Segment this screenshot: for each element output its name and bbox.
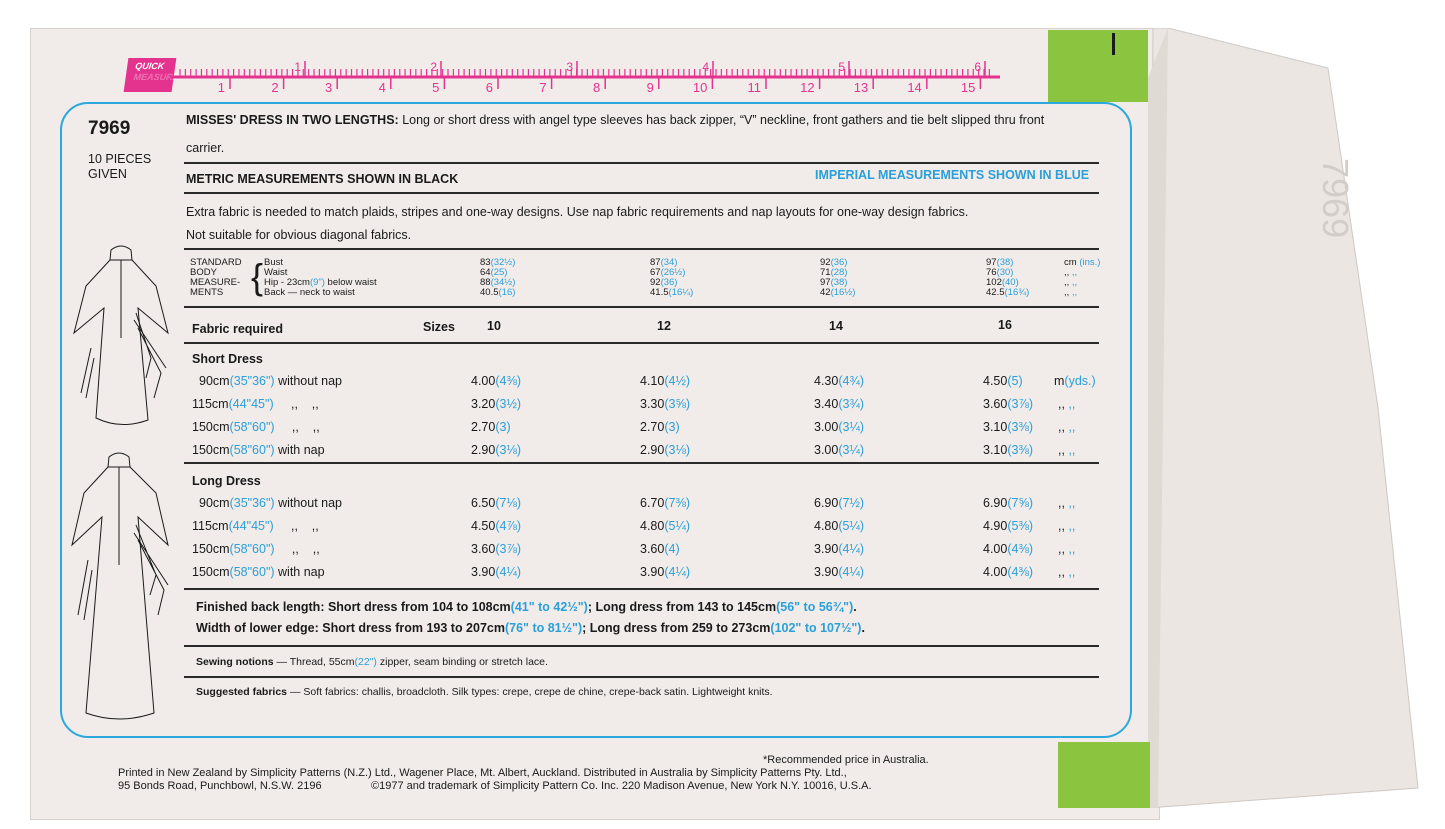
fabric-amount: 3.40(3¾) [814, 397, 865, 411]
body-measurement-value: 64(25) [480, 267, 508, 278]
ruler-cm-label: 6 [485, 80, 493, 95]
flap-pattern-number: 7969 [1315, 158, 1356, 239]
note-line-2: Not suitable for obvious diagonal fabrics. [186, 228, 412, 242]
fabric-width-label: 115cm(44"45") ,, ,, [192, 519, 319, 533]
green-tab-top [1048, 30, 1148, 102]
fabric-amount: 3.60(4) [640, 542, 680, 556]
tab-mark [1112, 33, 1115, 55]
ruler-cm-label: 9 [646, 80, 654, 95]
body-measurement-value: 41.5(16¼) [650, 287, 694, 298]
ruler-cm-label: 11 [747, 80, 761, 95]
ruler-cm-label: 2 [271, 80, 279, 95]
long-dress-illustration [64, 445, 176, 725]
description-text: Long or short dress with angel type sleeves has back zipper, “V” neckline, front gathers and tie belt slipped thru front [398, 113, 1045, 127]
ruler-cm-label: 15 [960, 80, 976, 95]
divider-8 [184, 645, 1099, 647]
fabric-unit: ,, ,, [1058, 519, 1076, 533]
body-measurement-value: 97(38) [820, 277, 848, 288]
price-note: *Recommended price in Australia. [763, 754, 929, 766]
ruler-cm-label: 3 [324, 80, 333, 95]
fabric-amount: 2.90(3⅛) [471, 443, 522, 457]
pattern-number: 7969 [88, 118, 131, 139]
ruler-inch-label: 4 [702, 60, 709, 74]
fabric-amount: 3.00(3¼) [814, 420, 865, 434]
fabric-amount: 3.90(4¼) [814, 542, 865, 556]
size-14: 14 [829, 319, 843, 333]
ruler-cm-label: 4 [378, 80, 386, 95]
size-16: 16 [998, 318, 1012, 332]
footer-line-2: 95 Bonds Road, Punchbowl, N.S.W. 2196 [118, 780, 322, 792]
ruler-cm-label: 14 [907, 80, 922, 95]
fabric-width-label: 150cm(58"60") with nap [192, 565, 325, 579]
fabric-section-title: Long Dress [192, 474, 261, 488]
fabric-unit: ,, ,, [1058, 420, 1076, 434]
ruler-inch-label: 6 [974, 60, 981, 74]
body-measurement-unit: ,, ,, [1064, 267, 1078, 278]
ruler-inch-label: 5 [838, 60, 845, 74]
body-measurement-value: 97(38) [986, 257, 1014, 268]
body-measurement-label: Bust [264, 257, 284, 268]
size-12: 12 [657, 319, 671, 333]
fabric-width-label: 90cm(35"36") without nap [199, 374, 343, 388]
description-line-2: carrier. [186, 141, 225, 155]
body-measurement-value: 102(40) [986, 277, 1019, 288]
fabric-amount: 3.00(3¼) [814, 443, 865, 457]
fabric-section-title: Short Dress [192, 352, 263, 366]
fabric-amount: 3.30(3⅝) [640, 397, 691, 411]
body-measurement-value: 42(16½) [820, 287, 856, 298]
fabric-amount: 3.60(3⅞) [983, 397, 1034, 411]
divider-4 [184, 306, 1099, 308]
body-measurement-value: 40.5(16) [480, 287, 516, 298]
fabric-width-label: 150cm(58"60") ,, ,, [192, 420, 320, 434]
fabric-amount: 4.30(4¾) [814, 374, 865, 388]
fabric-unit: ,, ,, [1058, 496, 1076, 510]
size-10: 10 [487, 319, 501, 333]
description-line-1 [186, 113, 1044, 127]
body-measurement-value: 67(26½) [650, 267, 686, 278]
divider-3 [184, 248, 1099, 250]
pieces-line-2: GIVEN [88, 167, 127, 181]
body-measurement-label: Back — neck to waist [264, 287, 355, 298]
fabric-amount: 3.90(4¼) [471, 565, 522, 579]
fabric-amount: 4.50(5) [983, 374, 1023, 388]
footer-line-1: Printed in New Zealand by Simplicity Patterns (N.Z.) Ltd., Wagener Place, Mt. Albert, Auckland. Distributed in Australia by Simplicity Patterns Pty. Ltd., [118, 767, 847, 779]
body-measurement-label: Hip - 23cm(9") below waist [264, 277, 377, 288]
fabric-amount: 4.50(4⅞) [471, 519, 522, 533]
ruler-cm-label: 7 [539, 80, 547, 95]
body-measurement-unit: cm (ins.) [1064, 257, 1101, 268]
note-line-1: Extra fabric is needed to match plaids, stripes and one-way designs. Use nap fabric requirements and nap layouts for one-way design fabrics. [186, 205, 969, 219]
fabric-unit: ,, ,, [1058, 443, 1076, 457]
fabric-amount: 6.90(7⅝) [983, 496, 1034, 510]
body-bracket: { [251, 256, 264, 297]
short-dress-illustration [66, 238, 176, 433]
fabric-amount: 6.50(7⅛) [471, 496, 522, 510]
ruler-inch-label: 1 [294, 60, 301, 74]
sewing-notions: Sewing notions — Thread, 55cm(22") zipper, seam binding or stretch lace. [196, 656, 548, 668]
body-measurement-value: 92(36) [650, 277, 678, 288]
sizes-label: Sizes [423, 320, 455, 334]
body-measurement-value: 87(34) [650, 257, 678, 268]
fabric-unit: ,, ,, [1058, 542, 1076, 556]
fabric-width-label: 150cm(58"60") ,, ,, [192, 542, 320, 556]
divider-1 [184, 162, 1099, 164]
body-measurement-value: 83(32½) [480, 257, 516, 268]
fabric-amount: 6.90(7½) [814, 496, 865, 510]
fabric-amount: 3.10(3⅜) [983, 420, 1034, 434]
fabric-unit: m(yds.) [1054, 374, 1096, 388]
divider-7 [184, 588, 1099, 590]
fabric-amount: 4.00(4⅜) [983, 542, 1034, 556]
imperial-legend: IMPERIAL MEASUREMENTS SHOWN IN BLUE [815, 168, 1090, 182]
fabric-amount: 3.90(4¼) [640, 565, 691, 579]
ruler-cm-label: 1 [217, 80, 225, 95]
quick-measure-badge: QUICK MEASURE [124, 58, 177, 92]
fabric-amount: 4.80(5¼) [814, 519, 865, 533]
divider-5 [184, 342, 1099, 344]
fabric-amount: 4.80(5¼) [640, 519, 691, 533]
fabric-amount: 4.10(4½) [640, 374, 691, 388]
body-measurement-value: 88(34½) [480, 277, 516, 288]
body-measurement-value: 92(36) [820, 257, 848, 268]
fabric-width-label: 115cm(44"45") ,, ,, [192, 397, 319, 411]
width-lower-edge: Width of lower edge: Short dress from 193 to 207cm(76" to 81½"); Long dress from 259 to 273cm(102" to 107½"). [196, 621, 865, 635]
body-measurement-unit: ,, ,, [1064, 277, 1078, 288]
fabric-unit: ,, ,, [1058, 565, 1076, 579]
ruler-cm-label: 8 [592, 80, 601, 95]
fabric-amount: 3.10(3⅜) [983, 443, 1034, 457]
fabric-required-label: Fabric required [192, 322, 283, 336]
body-measurement-value: 71(28) [820, 267, 848, 278]
fabric-width-label: 150cm(58"60") with nap [192, 443, 325, 457]
divider-9 [184, 676, 1099, 678]
ruler-cm-label: 12 [800, 80, 815, 95]
ruler-inch-label: 3 [566, 60, 573, 74]
fabric-amount: 4.00(4⅜) [471, 374, 522, 388]
ruler-cm-label: 5 [432, 80, 440, 95]
envelope-flap [1148, 28, 1440, 808]
ruler-cm-label: 10 [692, 80, 708, 95]
pieces-line-1: 10 PIECES [88, 152, 152, 166]
divider-6 [184, 462, 1099, 464]
ruler-cm-label: 13 [853, 80, 869, 95]
footer-line-3: ©1977 and trademark of Simplicity Pattern Co. Inc. 220 Madison Avenue, New York N.Y. 10016, U.S.A. [371, 780, 872, 792]
description-title: MISSES' DRESS IN TWO LENGTHS: [186, 113, 399, 127]
body-measurement-value: 42.5(16¾) [986, 287, 1030, 298]
metric-legend: METRIC MEASUREMENTS SHOWN IN BLACK [186, 172, 459, 186]
green-tab-bottom [1058, 742, 1150, 808]
fabric-amount: 2.70(3) [640, 420, 680, 434]
fabric-amount: 3.90(4¼) [814, 565, 865, 579]
body-measurement-group-label: STANDARD BODY MEASURE- MENTS [190, 257, 242, 298]
finished-back-length: Finished back length: Short dress from 104 to 108cm(41" to 42½"); Long dress from 143 to 145cm(56" to 56¾"). [196, 600, 857, 614]
body-measurement-unit: ,, ,, [1064, 287, 1078, 298]
fabric-unit: ,, ,, [1058, 397, 1076, 411]
ruler-inch-label: 2 [430, 60, 437, 74]
body-measurement-value: 76(30) [986, 267, 1014, 278]
fabric-amount: 4.90(5⅜) [983, 519, 1034, 533]
fabric-amount: 3.20(3½) [471, 397, 522, 411]
fabric-width-label: 90cm(35"36") without nap [199, 496, 343, 510]
body-measurement-label: Waist [264, 267, 288, 278]
measuring-ruler [130, 55, 1010, 100]
suggested-fabrics: Suggested fabrics — Soft fabrics: challis, broadcloth. Silk types: crepe, crepe de chine, crepe-back satin. Lightweight knits. [196, 686, 773, 698]
fabric-amount: 2.70(3) [471, 420, 511, 434]
fabric-amount: 4.00(4⅜) [983, 565, 1034, 579]
flap-shape [1148, 28, 1440, 808]
fabric-amount: 2.90(3⅛) [640, 443, 691, 457]
fabric-amount: 3.60(3⅞) [471, 542, 522, 556]
divider-2 [184, 192, 1099, 194]
fabric-amount: 6.70(7⅜) [640, 496, 691, 510]
